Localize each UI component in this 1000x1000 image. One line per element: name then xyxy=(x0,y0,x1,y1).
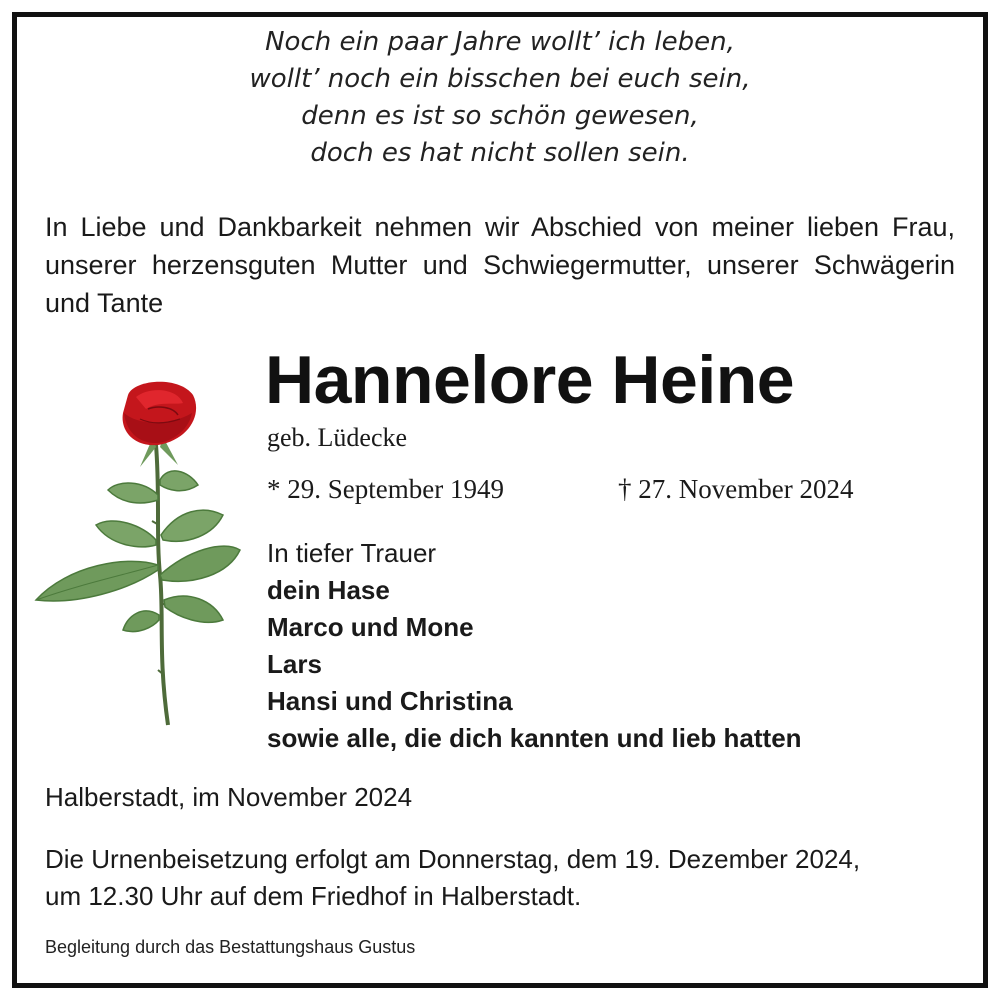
burial-info xyxy=(45,841,860,915)
birth-date: * 29. September 1949 xyxy=(267,474,504,504)
farewell-intro-text: In Liebe und Dankbarkeit nehmen wir Abschied von meiner lieben Frau, unserer herzensguten Mutter und Schwiegermutter, unserer Schwägerin und Tante xyxy=(45,212,955,318)
maiden-name: geb. Lüdecke xyxy=(267,423,408,452)
poem-line: Noch ein paar Jahre wollt’ ich leben, xyxy=(265,27,735,57)
mourner-name: Hansi und Christina xyxy=(267,686,513,716)
mourner-name: Lars xyxy=(267,649,322,679)
place-and-date: Halberstadt, im November 2024 xyxy=(45,782,413,812)
deceased-name: Hannelore Heine xyxy=(265,342,795,418)
poem-line: doch es hat nicht sollen sein. xyxy=(310,138,690,168)
memorial-poem xyxy=(0,24,1000,172)
mourners-list xyxy=(267,535,802,757)
poem-line: denn es ist so schön gewesen, xyxy=(301,101,699,131)
burial-info-line: um 12.30 Uhr auf dem Friedhof in Halberstadt. xyxy=(45,881,582,911)
red-rose-icon xyxy=(28,375,248,735)
poem-line: wollt’ noch ein bisschen bei euch sein, xyxy=(249,64,751,94)
undertaker-note: Begleitung durch das Bestattungshaus Gustus xyxy=(45,937,416,957)
mourner-name: dein Hase xyxy=(267,575,390,605)
mourning-phrase: In tiefer Trauer xyxy=(267,538,437,568)
mourner-name: sowie alle, die dich kannten und lieb hatten xyxy=(267,723,802,753)
mourner-name: Marco und Mone xyxy=(267,612,474,642)
burial-info-line: Die Urnenbeisetzung erfolgt am Donnerstag, dem 19. Dezember 2024, xyxy=(45,844,861,874)
death-date: † 27. November 2024 xyxy=(618,474,854,504)
